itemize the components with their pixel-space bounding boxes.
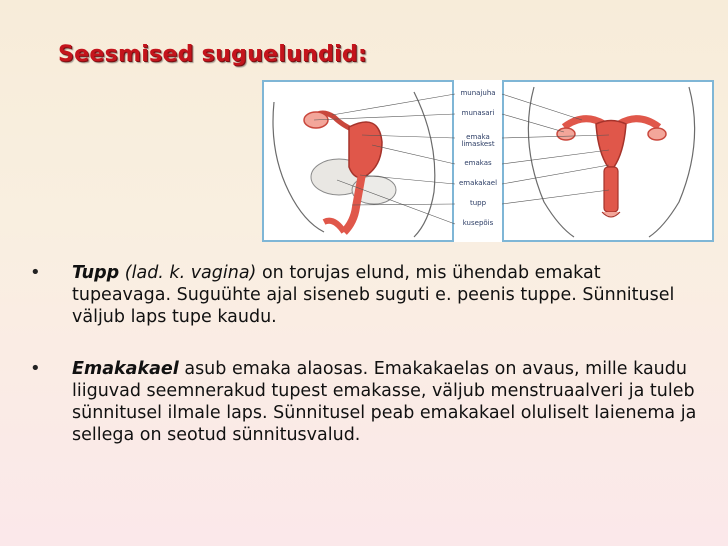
bullet-list xyxy=(30,262,698,476)
bullet-item-emakakael xyxy=(30,358,698,446)
bullet-text xyxy=(72,358,698,446)
bullet-description: asub emaka alaosas. Emakakaelas on avaus, mille kaudu liiguvad seemnerakud tupest emakasse, väljub menstruaalveri ja tuleb sünnitusel ilmale laps. Sünnitusel peab emakakael oluliselt laienema ja sellega on seotud sünnitusvalud. xyxy=(72,359,697,445)
label-emaka-limaskest: emaka limaskest xyxy=(461,133,495,148)
bullet-marker: • xyxy=(30,358,41,379)
label-munajuha: munajuha xyxy=(460,89,496,97)
bullet-description: on torujas elund, mis ühendab emakat tupeavaga. Suguühte ajal siseneb suguti e. peenis tuppe. Sünnitusel väljub laps tupe kaudu. xyxy=(72,263,675,327)
label-emakakael: emakakael xyxy=(458,179,498,187)
side-view-panel xyxy=(262,80,454,242)
side-view-illustration xyxy=(264,82,452,240)
bullet-item-tupp xyxy=(30,262,698,328)
term-tupp: Tupp xyxy=(72,263,120,283)
bullet-marker: • xyxy=(30,262,41,283)
latin-name: (lad. k. vagina) xyxy=(124,263,257,283)
term-emakakael: Emakakael xyxy=(72,359,179,379)
label-tupp: tupp xyxy=(469,199,487,207)
bullet-text xyxy=(72,262,698,328)
slide-title: Seesmised suguelundid: xyxy=(58,42,368,67)
anatomy-figure xyxy=(262,80,714,242)
label-kusepois: kusepõis xyxy=(462,219,494,227)
front-view-panel xyxy=(502,80,714,242)
label-emakas: emakas xyxy=(464,159,492,167)
front-view-illustration xyxy=(504,82,712,240)
label-munasari: munasari xyxy=(461,109,495,117)
